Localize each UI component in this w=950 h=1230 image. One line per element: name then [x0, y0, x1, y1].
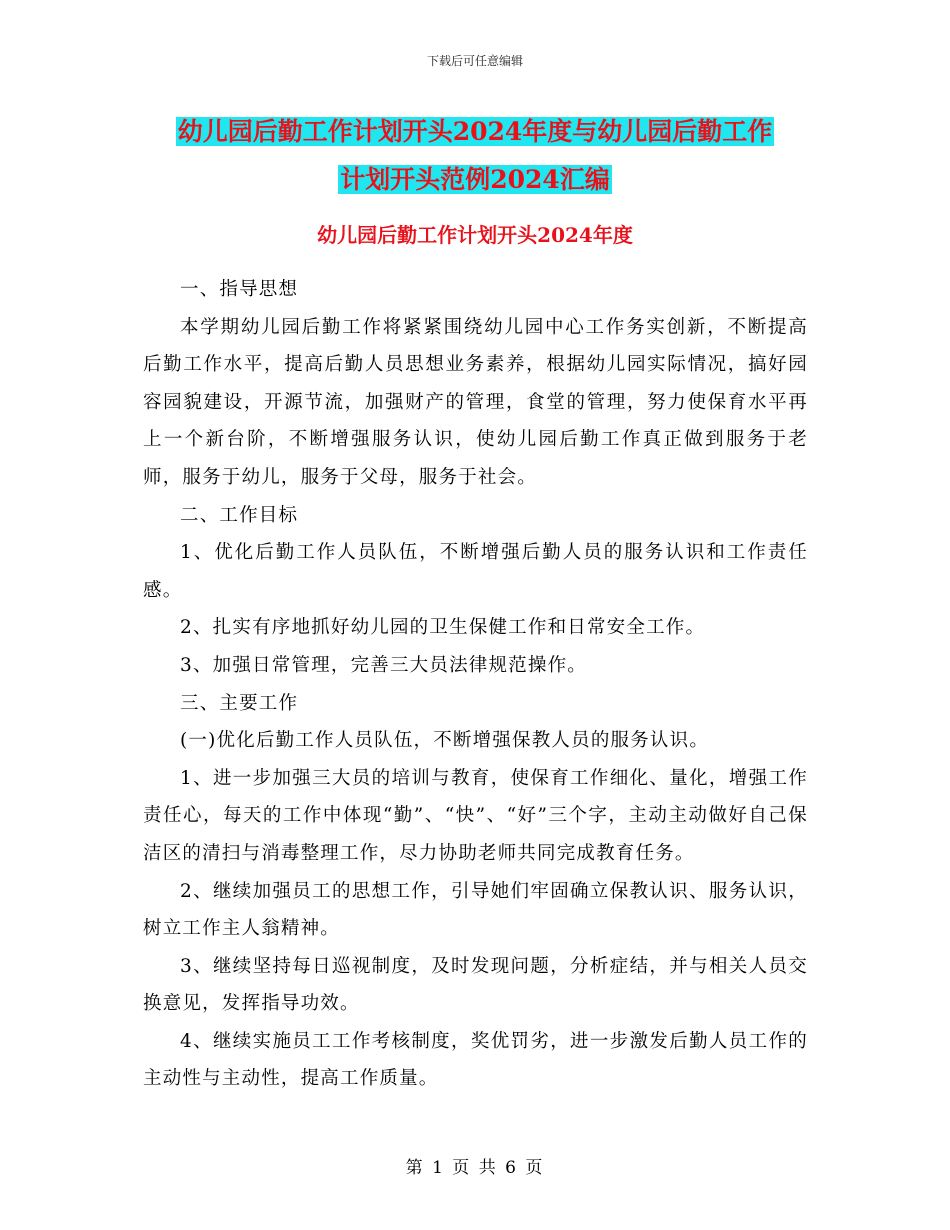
paragraph-guiding-idea: 本学期幼儿园后勤工作将紧紧围绕幼儿园中心工作务实创新，不断提高后勤工作水平，提高后勤人员思想业务素养，根据幼儿园实际情况，搞好园容园貌建设，开源节流，加强财产的管理，食堂的管理，努力使保育水平再上一个新台阶，不断增强服务认识，使幼儿园后勤工作真正做到服务于老师，服务于幼儿，服务于父母，服务于社会。 [143, 316, 808, 488]
heading-guiding-idea: 一、指导思想 [180, 279, 299, 300]
document-title [0, 108, 950, 204]
document-title-line-2: 计划开头范例2024汇编 [340, 165, 610, 194]
work-item-2: 2、继续加强员工的思想工作，引导她们牢固确立保教认识、服务认识，树立工作主人翁精神。 [143, 880, 808, 940]
goal-item-3: 3、加强日常管理，完善三大员法律规范操作。 [180, 654, 587, 676]
section-title: 幼儿园后勤工作计划开头2024年度 [317, 223, 633, 247]
document-title-line-1: 幼儿园后勤工作计划开头2024年度与幼儿园后勤工作 [177, 117, 773, 146]
work-item-3: 3、继续坚持每日巡视制度，及时发现问题，分析症结，并与相关人员交换意见，发挥指导功效。 [143, 955, 808, 1015]
page-header-note: 下载后可任意编辑 [426, 54, 523, 68]
page-number-footer: 第 1 页 共 6 页 [405, 1158, 545, 1178]
document-body [143, 271, 808, 1098]
work-item-4: 4、继续实施员工工作考核制度，奖优罚劣，进一步激发后勤人员工作的主动性与主动性，提高工作质量。 [143, 1030, 808, 1090]
heading-work-goals: 二、工作目标 [180, 504, 299, 526]
work-item-1: 1、进一步加强三大员的培训与教育，使保育工作细化、量化，增强工作责任心，每天的工作中体现“勤”、“快”、“好”三个字，主动主动做好自己保洁区的清扫与消毒整理工作，尽力协助老师共同完成教育任务。 [143, 767, 808, 864]
subheading-optimize-team: (一)优化后勤工作人员队伍，不断增强保教人员的服务认识。 [180, 730, 710, 752]
heading-main-work: 三、主要工作 [180, 692, 299, 714]
goal-item-2: 2、扎实有序地抓好幼儿园的卫生保健工作和日常安全工作。 [180, 617, 706, 639]
goal-item-1: 1、优化后勤工作人员队伍，不断增强后勤人员的服务认识和工作责任感。 [143, 542, 808, 601]
